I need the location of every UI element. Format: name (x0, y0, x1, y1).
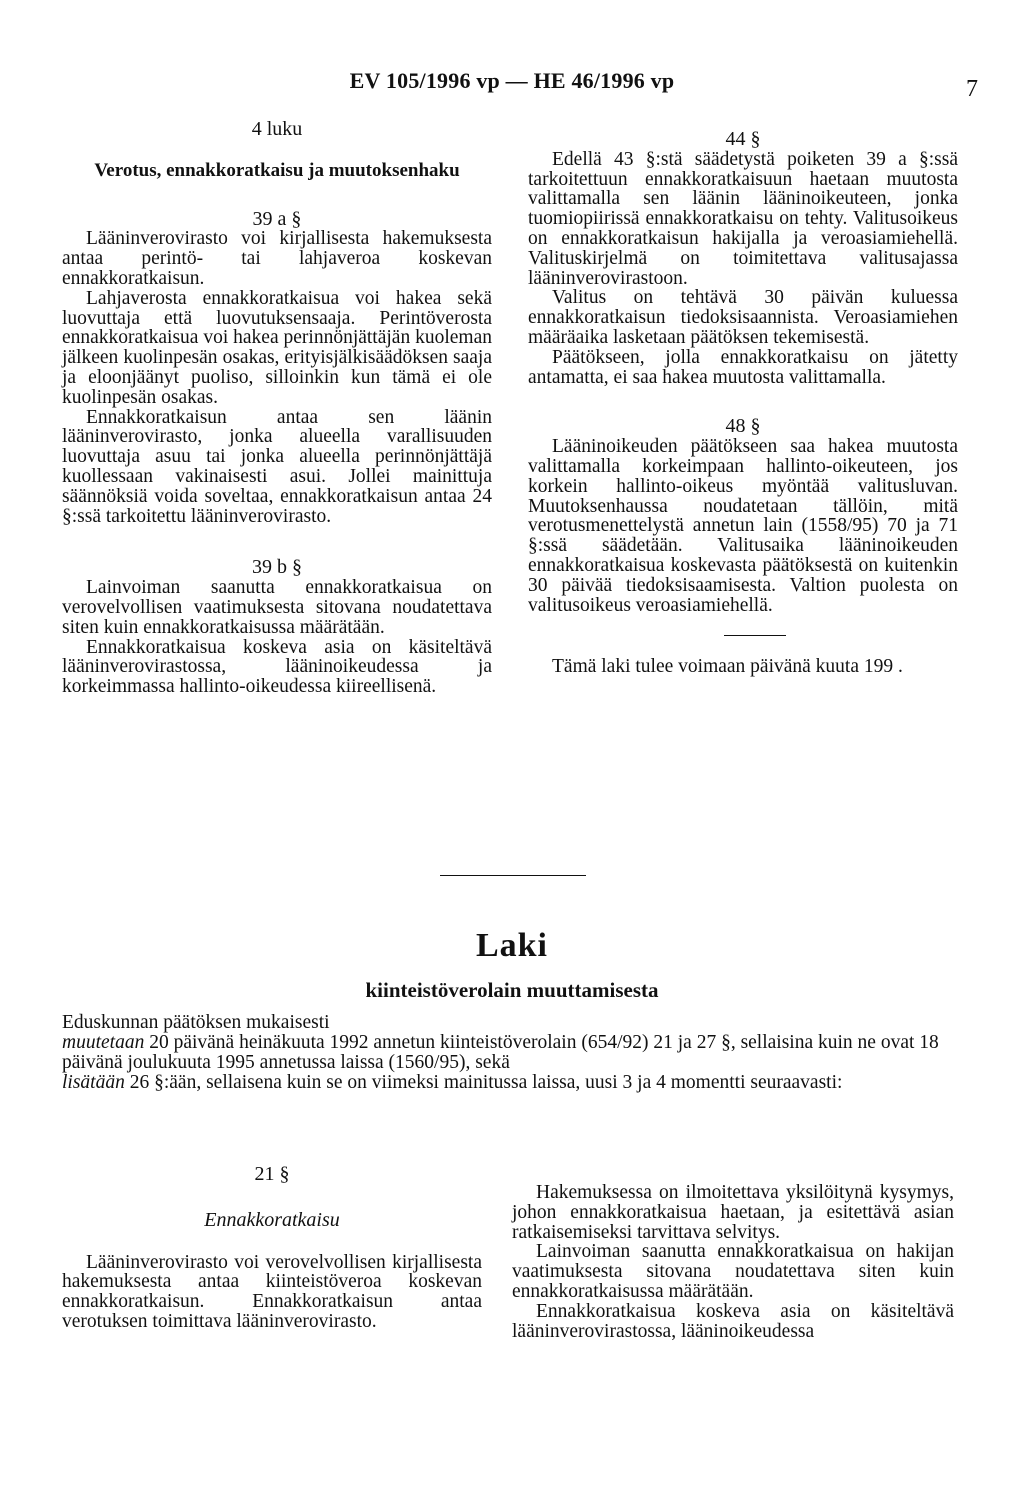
section-21-paragraph: Lääninverovirasto voi verovelvollisen kirjallisesta hakemuksesta antaa kiinteistöveroa koskevan ennakkoratkaisun. Ennakkoratkaisun antaa verotuksen toimittava lääninverovirasto. (62, 1251, 482, 1332)
bottom-right-column (512, 1183, 954, 1341)
chapter-title: Verotus, ennakkoratkaisu ja muutoksenhaku (94, 159, 460, 181)
section-48-paragraph: Lääninoikeuden päätökseen saa hakea muutosta valittamalla korkeimpaan hallinto-oikeuteen, jos korkein hallinto-oikeus myöntää valitusluvan. Muutoksenhaussa noudatetaan tällöin, mitä verotusmenettelystä annetun lain (1558/95) 70 ja 71 §:ssä säädetään. Valitusaika lääninoikeuden ennakkoratkaisua koskevasta päätöksestä on kuitenkin 30 päivää tiedoksisaamisesta. Valtion puolesta on valitusoikeus veroasiamiehellä. (528, 436, 958, 616)
section-21-title: Ennakkoratkaisu (204, 1208, 340, 1231)
page-number: 7 (966, 76, 978, 102)
section-48-heading: 48 § (725, 415, 761, 438)
law-title: Laki (475, 927, 549, 964)
add-keyword: lisätään (62, 1072, 125, 1093)
amend-keyword: muutetaan (62, 1032, 145, 1053)
amend-text: 20 päivänä heinäkuuta 1992 annetun kiinteistöverolain (654/92) 21 ja 27 §, sellaisina kuin ne ovat 18 päivänä joulukuuta 1995 annetussa laissa (1560/95), sekä (62, 1032, 939, 1073)
section-21-continued-paragraph: Ennakkoratkaisua koskeva asia on käsiteltävä lääninverovirastossa, lääninoikeudessa (512, 1300, 954, 1342)
section-39a-paragraph: Ennakkoratkaisun antaa sen läänin lääninverovirasto, jonka alueella varallisuuden luovuttaja asuu tai jonka alueella perinnönjättäjä kuollessaan vakinaisesti asui. Jollei mainittuja säännöksiä voida soveltaa, ennakkoratkaisun antaa 24 §:ssä tarkoitettu lääninverovirasto. (62, 406, 492, 527)
running-head: EV 105/1996 vp — HE 46/1996 vp (349, 68, 675, 93)
law-subtitle: kiinteistöverolain muuttamisesta (365, 978, 659, 1002)
section-39a-paragraph: Lääninverovirasto voi kirjallisesta hakemuksesta antaa perintö- tai lahjaveroa koskevan ennakkoratkaisun. (62, 228, 492, 289)
left-column (62, 120, 492, 697)
section-21-heading: 21 § (254, 1163, 290, 1185)
law-separator-rule (440, 875, 586, 876)
right-column (528, 130, 958, 677)
intro-line: Eduskunnan päätöksen mukaisesti (62, 1012, 330, 1033)
section-44-paragraph: Päätökseen, jolla ennakkoratkaisu on jätetty antamatta, ei saa hakea muutosta valittamalla. (528, 346, 958, 388)
entry-into-force: Tämä laki tulee voimaan päivänä kuuta 199 . (552, 656, 903, 678)
chapter-number: 4 luku (251, 118, 303, 140)
section-44-paragraph: Edellä 43 §:stä säädetystä poiketen 39 a §:ssä tarkoitettuun ennakkoratkaisuun haetaan muutosta valittamalla sen läänin lääninoikeuteen, jonka tuomiopiirissä ennakkoratkaisu on tehty. Valitusoikeus on ennakkoratkaisun hakijalla ja veroasiamiehellä. Valituskirjelmä on toimitettava valitusajassa lääninverovirastoon. (528, 148, 958, 289)
section-39a-paragraph: Lahjaverosta ennakkoratkaisua voi hakea sekä luovuttaja että luovutuksensaaja. Perintöverosta ennakkoratkaisua voi hakea perinnönjättäjän kuoleman jälkeen kuolinpesän osakas, erityisjälkisäädöksen saaja ja eloonjäänyt puoliso, silloinkin kun tämä ei ole kuolinpesän osakas. (62, 287, 492, 408)
bottom-left-column (62, 1165, 482, 1332)
section-39b-heading: 39 b § (252, 556, 302, 579)
add-text: 26 §:ään, sellaisena kuin se on viimeksi mainitussa laissa, uusi 3 ja 4 momentti seuraavasti: (124, 1072, 843, 1093)
section-39a-heading: 39 a § (252, 207, 302, 230)
section-divider (724, 635, 786, 636)
enacting-clause (62, 1013, 952, 1093)
section-44-heading: 44 § (725, 128, 761, 150)
section-39b-paragraph: Ennakkoratkaisua koskeva asia on käsiteltävä lääninverovirastossa, lääninoikeudessa ja korkeimmassa hallinto-oikeudessa kiireellisenä. (62, 636, 492, 698)
section-39b-paragraph: Lainvoiman saanutta ennakkoratkaisua on verovelvollisen vaatimuksesta sitovana noudatettava siten kuin ennakkoratkaisussa määrätään. (62, 577, 492, 638)
section-21-continued-paragraph: Hakemuksessa on ilmoitettava yksilöitynä kysymys, johon ennakkoratkaisua haetaan, ja esitettävä asian ratkaisemiseksi tarvittava selvitys. (512, 1182, 954, 1243)
section-44-paragraph: Valitus on tehtävä 30 päivän kuluessa ennakkoratkaisun tiedoksisaannista. Veroasiamiehen määräaika lasketaan päätöksen tekemisestä. (528, 287, 958, 348)
section-21-continued-paragraph: Lainvoiman saanutta ennakkoratkaisua on hakijan vaatimuksesta sitovana noudatettava siten kuin ennakkoratkaisussa määrätään. (512, 1241, 954, 1302)
